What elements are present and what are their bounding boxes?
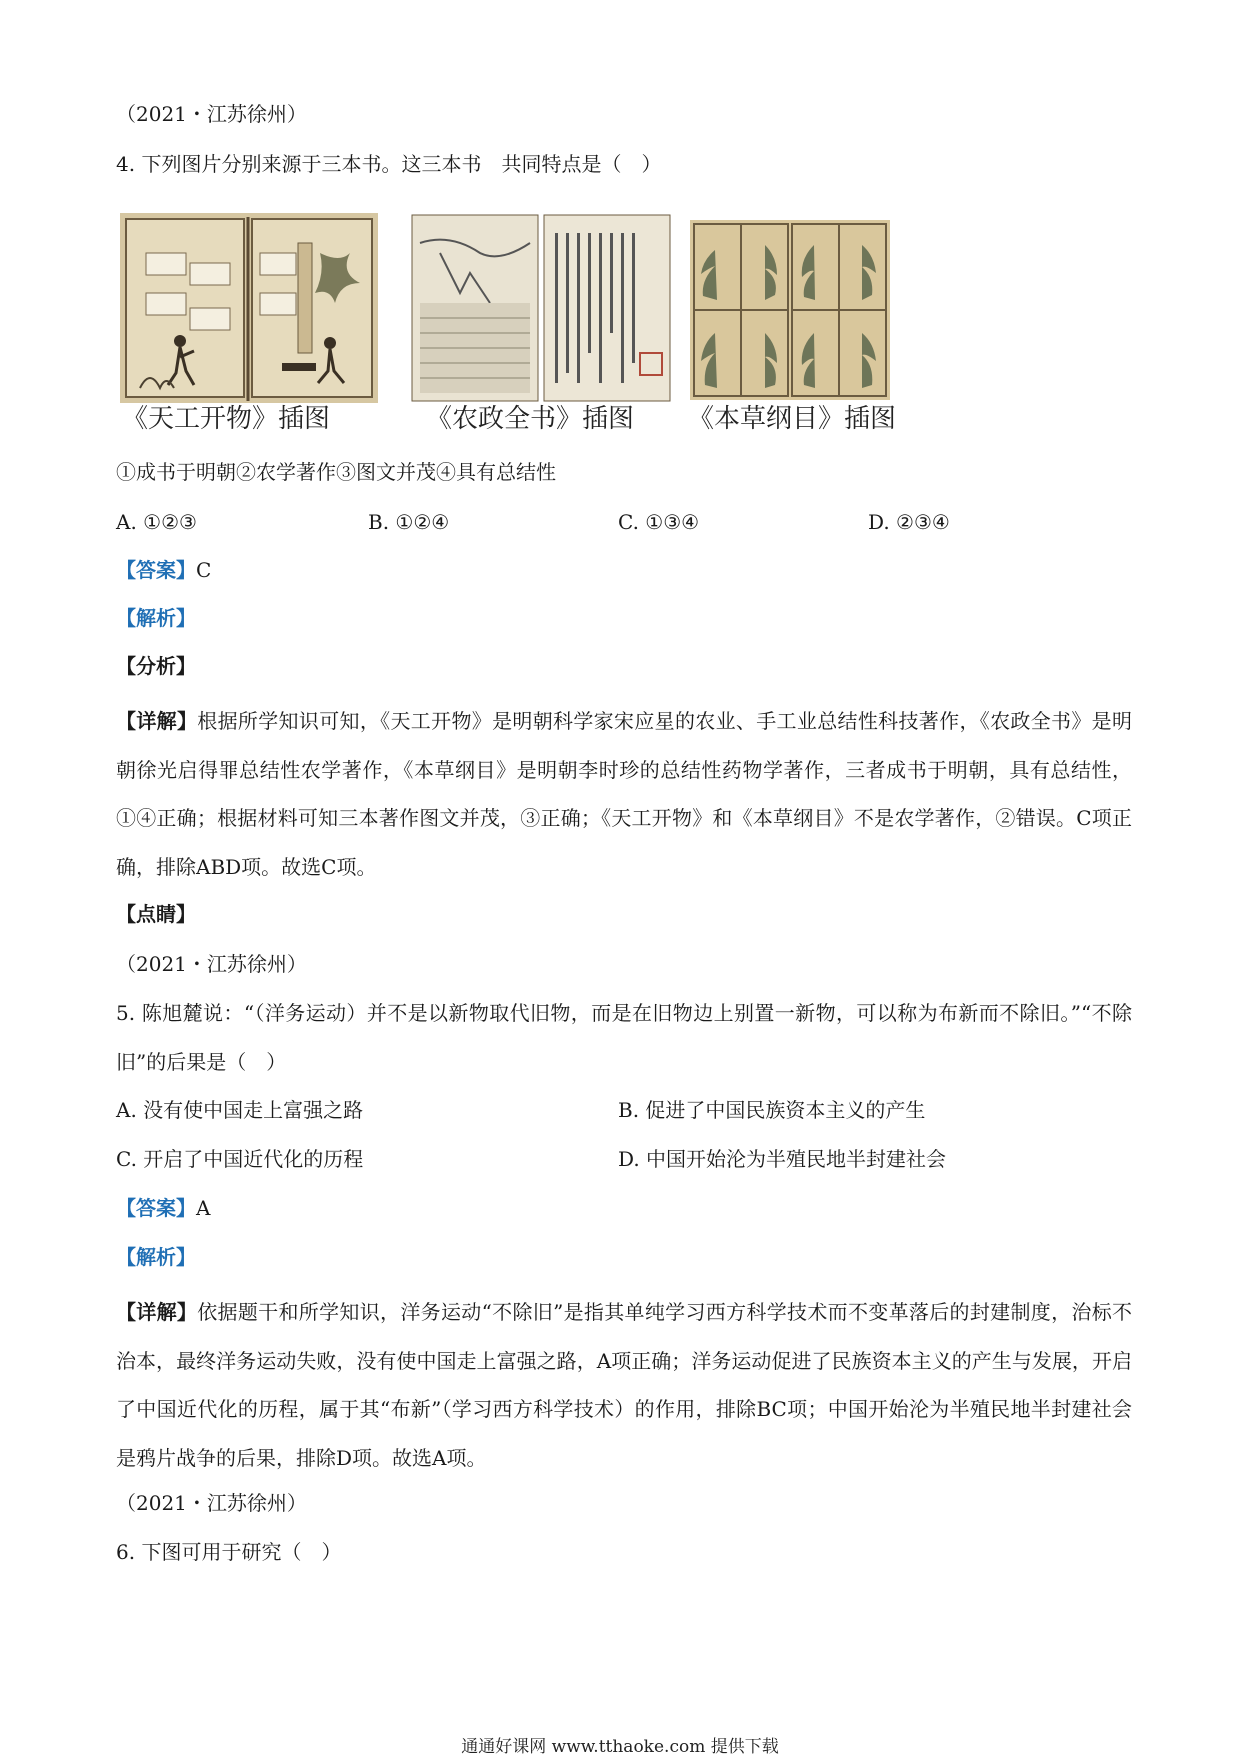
- tiangong-kaiwu-illustration: [120, 213, 378, 403]
- tiangong-kaiwu-image: [120, 213, 378, 403]
- caption-nongzheng-quanshu: 《农政全书》插图: [426, 404, 635, 434]
- q6-stem: 6. 下图可用于研究（ ）: [116, 1540, 342, 1564]
- answer-value: A: [196, 1196, 211, 1220]
- q4-source: （2021・江苏徐州）: [116, 102, 307, 126]
- nongzheng-quanshu-image: [410, 213, 672, 403]
- q5-option-a: A. 没有使中国走上富强之路: [116, 1098, 364, 1122]
- bencao-gangmu-illustration: [690, 220, 890, 400]
- q4-detail: [116, 697, 1132, 891]
- caption-tiangong-kaiwu: 《天工开物》插图: [122, 404, 331, 434]
- page-footer: 通通好课网 www.tthaoke.com 提供下载: [461, 1737, 779, 1757]
- detail-tag: 【详解】: [116, 709, 198, 733]
- q5-answer: [116, 1194, 210, 1222]
- q5-source: （2021・江苏徐州）: [116, 952, 307, 976]
- q4-option-a: A. ①②③: [116, 510, 197, 534]
- q4-analysis-tag: [116, 604, 196, 632]
- q4-option-c: C. ①③④: [618, 510, 700, 534]
- q4-dianjing-tag: 【点睛】: [116, 902, 196, 926]
- q5-option-b: B. 促进了中国民族资本主义的产生: [618, 1098, 926, 1122]
- q4-option-b: B. ①②④: [368, 510, 450, 534]
- analysis-tag: 【解析】: [116, 606, 196, 630]
- answer-tag: 【答案】: [116, 558, 196, 582]
- bencao-gangmu-image: [690, 220, 890, 400]
- q4-statements: ①成书于明朝②农学著作③图文并茂④具有总结性: [116, 460, 556, 484]
- q5-option-d: D. 中国开始沦为半殖民地半封建社会: [618, 1147, 947, 1171]
- detail-text: 依据题干和所学知识，洋务运动“不除旧”是指其单纯学习西方科学技术而不变革落后的封建制度，治标不治本，最终洋务运动失败，没有使中国走上富强之路，A项正确；洋务运动促进了民族资本主义的产生与发展，开启了中国近代化的历程，属于其“布新”（学习西方科学技术）的作用，排除BC项；中国开始沦为半殖民地半封建社会是鸦片战争的后果，排除D项。故选A项。: [116, 1300, 1133, 1470]
- q5-stem: 5. 陈旭麓说：“（洋务运动）并不是以新物取代旧物，而是在旧物边上别置一新物，可以称为布新而不除旧。”“不除旧”的后果是（ ）: [116, 1001, 1132, 1074]
- q4-answer: [116, 556, 211, 584]
- analysis-tag: 【解析】: [116, 1245, 196, 1269]
- q4-option-d: D. ②③④: [868, 510, 950, 534]
- detail-tag: 【详解】: [116, 1300, 198, 1324]
- detail-text: 根据所学知识可知，《天工开物》是明朝科学家宋应星的农业、手工业总结性科技著作，《农政全书》是明朝徐光启得罪总结性农学著作，《本草纲目》是明朝李时珍的总结性药物学著作，三者成书于明朝，具有总结性，①④正确；根据材料可知三本著作图文并茂，③正确；《天工开物》和《本草纲目》不是农学著作，②错误。C项正确，排除ABD项。故选C项。: [116, 709, 1133, 879]
- q4-fenxi-tag: 【分析】: [116, 654, 196, 678]
- q6-source: （2021・江苏徐州）: [116, 1491, 307, 1515]
- nongzheng-quanshu-illustration: [410, 213, 672, 403]
- answer-tag: 【答案】: [116, 1196, 196, 1220]
- caption-bencao-gangmu: 《本草纲目》插图: [688, 404, 897, 434]
- answer-value: C: [196, 558, 212, 582]
- q5-analysis-tag: [116, 1243, 196, 1271]
- q5-option-c: C. 开启了中国近代化的历程: [116, 1147, 364, 1171]
- q4-stem: 4. 下列图片分别来源于三本书。这三本书 共同特点是（ ）: [116, 152, 662, 176]
- q5-detail: [116, 1288, 1132, 1482]
